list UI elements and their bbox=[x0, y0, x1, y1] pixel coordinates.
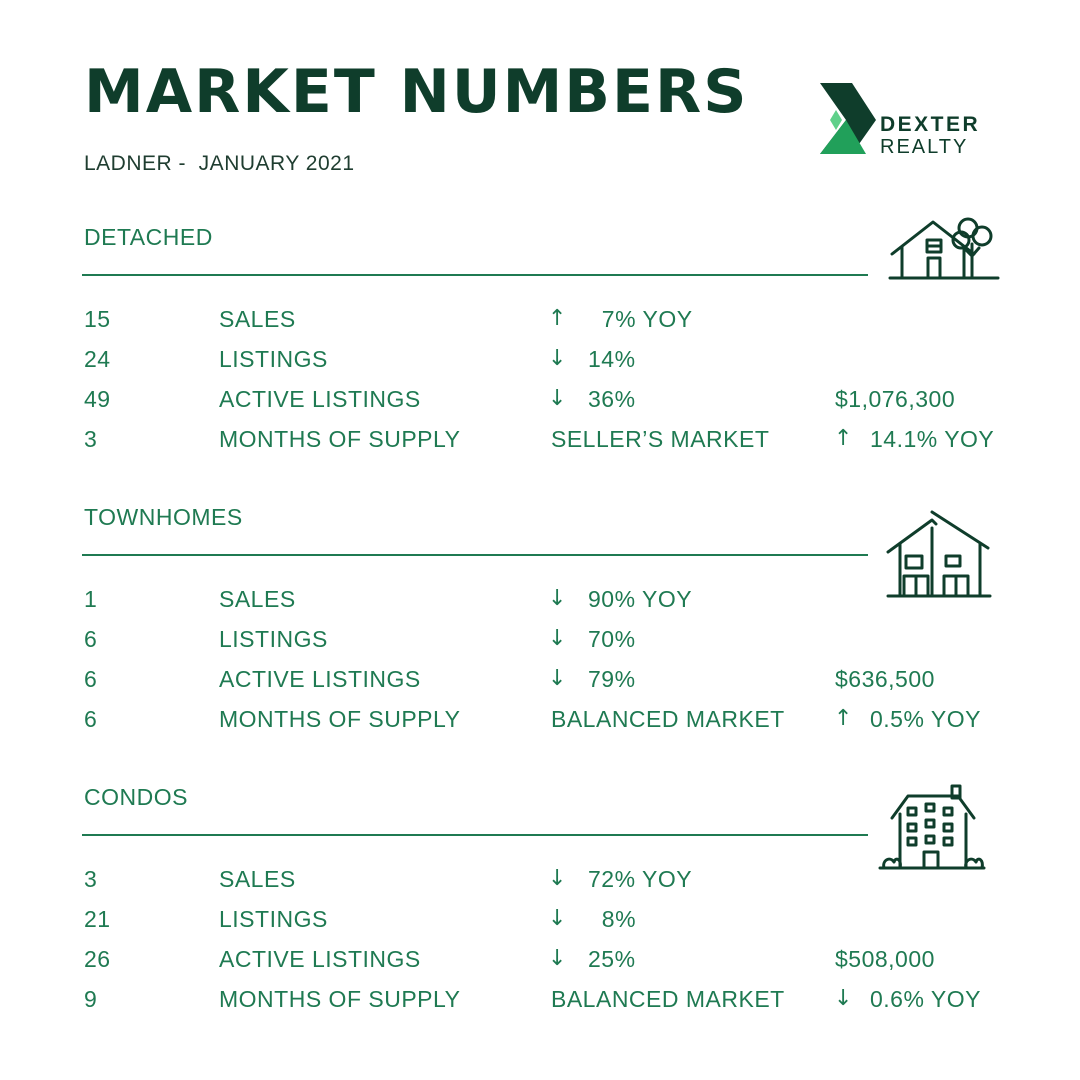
months-of-supply-label: MONTHS OF SUPPLY bbox=[219, 986, 461, 1012]
active-listings-label: ACTIVE LISTINGS bbox=[219, 666, 421, 692]
arrow-down-icon: ↓ bbox=[548, 386, 567, 411]
row-active-listings bbox=[0, 666, 1080, 696]
detached-house-with-tree-icon bbox=[888, 210, 1000, 284]
section-divider bbox=[82, 274, 868, 276]
active-listings-change: 25% bbox=[588, 946, 636, 972]
section-townhomes bbox=[0, 504, 1080, 774]
price-change: 0.6% YOY bbox=[870, 986, 981, 1012]
section-detached bbox=[0, 224, 1080, 494]
arrow-down-icon: ↓ bbox=[548, 346, 567, 371]
dexter-logo-mark-icon bbox=[818, 80, 878, 160]
row-sales bbox=[0, 866, 1080, 896]
active-listings-change: 79% bbox=[588, 666, 636, 692]
listings-change: 70% bbox=[588, 626, 636, 652]
page-subtitle: LADNER - JANUARY 2021 bbox=[84, 152, 355, 175]
section-condos bbox=[0, 784, 1080, 1054]
active-listings-label: ACTIVE LISTINGS bbox=[219, 386, 421, 412]
sales-change: 90% YOY bbox=[588, 586, 693, 612]
listings-count: 24 bbox=[84, 346, 111, 372]
sales-label: SALES bbox=[219, 306, 296, 332]
months-of-supply-label: MONTHS OF SUPPLY bbox=[219, 426, 461, 452]
arrow-down-icon: ↓ bbox=[548, 666, 567, 691]
section-title: CONDOS bbox=[84, 784, 188, 810]
logo-text-realty: REALTY bbox=[880, 136, 969, 158]
market-type: SELLER’S MARKET bbox=[551, 426, 770, 452]
months-of-supply-label: MONTHS OF SUPPLY bbox=[219, 706, 461, 732]
arrow-up-icon: ↑ bbox=[834, 426, 853, 451]
listings-change: 8% bbox=[588, 906, 637, 932]
arrow-down-icon: ↓ bbox=[548, 626, 567, 651]
sales-change: 7% YOY bbox=[588, 306, 693, 332]
row-sales bbox=[0, 306, 1080, 336]
sales-count: 3 bbox=[84, 866, 98, 892]
listings-count: 6 bbox=[84, 626, 98, 652]
section-divider bbox=[82, 834, 868, 836]
arrow-down-icon: ↓ bbox=[548, 866, 567, 891]
listings-count: 21 bbox=[84, 906, 111, 932]
arrow-up-icon: ↑ bbox=[548, 306, 567, 331]
active-listings-count: 26 bbox=[84, 946, 111, 972]
months-of-supply-count: 3 bbox=[84, 426, 98, 452]
arrow-down-icon: ↓ bbox=[548, 946, 567, 971]
row-months-of-supply bbox=[0, 986, 1080, 1016]
section-divider bbox=[82, 554, 868, 556]
benchmark-price: $636,500 bbox=[835, 666, 935, 692]
listings-change: 14% bbox=[588, 346, 636, 372]
price-change: 0.5% YOY bbox=[870, 706, 981, 732]
section-title: TOWNHOMES bbox=[84, 504, 243, 530]
sales-count: 1 bbox=[84, 586, 98, 612]
row-listings bbox=[0, 346, 1080, 376]
logo-text-dexter: DEXTER bbox=[880, 113, 981, 136]
row-sales bbox=[0, 586, 1080, 616]
dexter-realty-logo bbox=[818, 80, 998, 160]
row-months-of-supply bbox=[0, 426, 1080, 456]
row-active-listings bbox=[0, 946, 1080, 976]
arrow-down-icon: ↓ bbox=[548, 906, 567, 931]
listings-label: LISTINGS bbox=[219, 346, 328, 372]
arrow-down-icon: ↓ bbox=[548, 586, 567, 611]
sales-label: SALES bbox=[219, 586, 296, 612]
arrow-up-icon: ↑ bbox=[834, 706, 853, 731]
benchmark-price: $508,000 bbox=[835, 946, 935, 972]
months-of-supply-count: 9 bbox=[84, 986, 98, 1012]
months-of-supply-count: 6 bbox=[84, 706, 98, 732]
active-listings-count: 49 bbox=[84, 386, 111, 412]
listings-label: LISTINGS bbox=[219, 906, 328, 932]
listings-label: LISTINGS bbox=[219, 626, 328, 652]
price-change: 14.1% YOY bbox=[870, 426, 995, 452]
market-type: BALANCED MARKET bbox=[551, 986, 785, 1012]
market-type: BALANCED MARKET bbox=[551, 706, 785, 732]
section-title: DETACHED bbox=[84, 224, 213, 250]
row-listings bbox=[0, 906, 1080, 936]
condo-building-icon bbox=[878, 784, 986, 872]
page-title: MARKET NUMBERS bbox=[84, 57, 749, 127]
sales-change: 72% YOY bbox=[588, 866, 693, 892]
arrow-down-icon: ↓ bbox=[834, 986, 853, 1011]
sales-count: 15 bbox=[84, 306, 111, 332]
active-listings-label: ACTIVE LISTINGS bbox=[219, 946, 421, 972]
benchmark-price: $1,076,300 bbox=[835, 386, 956, 412]
active-listings-count: 6 bbox=[84, 666, 98, 692]
active-listings-change: 36% bbox=[588, 386, 636, 412]
row-listings bbox=[0, 626, 1080, 656]
row-months-of-supply bbox=[0, 706, 1080, 736]
row-active-listings bbox=[0, 386, 1080, 416]
sales-label: SALES bbox=[219, 866, 296, 892]
